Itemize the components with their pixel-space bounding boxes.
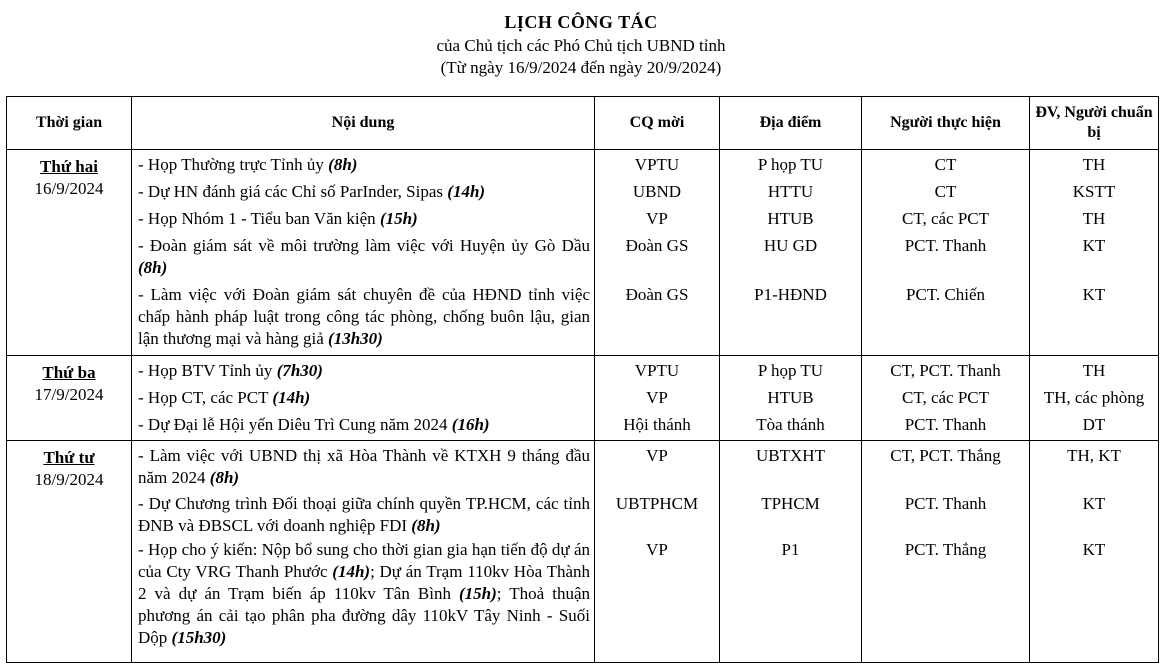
- preparer-cell: TH, KT KT KT: [1030, 441, 1159, 663]
- content-cell: [132, 441, 595, 663]
- day-cell: [7, 150, 132, 356]
- performer-cell: CT, PCT. Thắng PCT. Thanh PCT. Thắng: [862, 441, 1030, 663]
- table-row-monday: [7, 150, 1159, 356]
- schedule-item: - Dự Chương trình Đối thoại giữa chính quyền TP.HCM, các tỉnh ĐNB và ĐBSCL với doanh nghiệp FDI (8h): [138, 494, 590, 535]
- preparer-cell: TH KSTT TH KT KT: [1030, 150, 1159, 356]
- day-name: Thứ tư: [43, 448, 95, 467]
- schedule-table: [6, 96, 1159, 663]
- document-subtitle: của Chủ tịch các Phó Chủ tịch UBND tỉnh: [436, 36, 726, 55]
- schedule-item: - Làm việc với Đoàn giám sát chuyên đề của HĐND tỉnh việc chấp hành pháp luật trong công tác phòng, chống buôn lậu, gian lận thương mại và hàng giả (13h30): [138, 285, 590, 348]
- location-cell: UBTXHT TPHCM P1: [720, 441, 862, 663]
- day-cell: [7, 441, 132, 663]
- column-header-inviting-agency: CQ mời: [595, 97, 720, 150]
- preparer-cell: TH TH, các phòng DT: [1030, 356, 1159, 441]
- day-date: 16/9/2024: [34, 179, 104, 198]
- schedule-item: - Họp BTV Tỉnh ủy (7h30): [138, 361, 323, 380]
- schedule-item: - Họp Thường trực Tỉnh ủy (8h): [138, 155, 358, 174]
- location-cell: P họp TU HTTU HTUB HU GD P1-HĐND: [720, 150, 862, 356]
- schedule-item: - Dự HN đánh giá các Chỉ số ParInder, Sipas (14h): [138, 182, 486, 201]
- day-name: Thứ ba: [42, 363, 96, 382]
- day-date: 17/9/2024: [34, 385, 104, 404]
- schedule-item: - Làm việc với UBND thị xã Hòa Thành về KTXH 9 tháng đầu năm 2024 (8h): [138, 446, 590, 487]
- column-header-performer: Người thực hiện: [862, 97, 1030, 150]
- schedule-item: - Dự Đại lễ Hội yến Diêu Trì Cung năm 2024 (16h): [138, 415, 490, 434]
- table-header-row: [7, 97, 1159, 150]
- schedule-item: - Họp CT, các PCT (14h): [138, 388, 311, 407]
- column-header-preparer: ĐV, Người chuẩn bị: [1030, 97, 1159, 150]
- inviting-agency-cell: VPTU UBND VP Đoàn GS Đoàn GS: [595, 150, 720, 356]
- schedule-item: - Họp cho ý kiến: Nộp bổ sung cho thời gian gia hạn tiến độ dự án của Cty VRG Thanh Phước (14h); Dự án Trạm 110kv Hòa Thành 2 và dự án Trạm biến áp 110kv Tân Bình (15h); Thoả thuận phương án cải tạo phân pha đường dây 110kV Tây Ninh - Suối Dộp (15h30): [138, 540, 590, 647]
- inviting-agency-cell: VP UBTPHCM VP: [595, 441, 720, 663]
- document-date-range: (Từ ngày 16/9/2024 đến ngày 20/9/2024): [440, 58, 722, 77]
- day-date: 18/9/2024: [34, 470, 104, 489]
- column-header-time: Thời gian: [7, 97, 132, 150]
- content-cell: [132, 150, 595, 356]
- performer-cell: CT, PCT. Thanh CT, các PCT PCT. Thanh: [862, 356, 1030, 441]
- schedule-item: - Đoàn giám sát về môi trường làm việc với Huyện ủy Gò Dầu (8h): [138, 236, 590, 277]
- inviting-agency-cell: VPTU VP Hội thánh: [595, 356, 720, 441]
- table-row-wednesday: [7, 441, 1159, 663]
- performer-cell: CT CT CT, các PCT PCT. Thanh PCT. Chiến: [862, 150, 1030, 356]
- document-title: LỊCH CÔNG TÁC: [504, 12, 658, 32]
- day-cell: [7, 356, 132, 441]
- column-header-content: Nội dung: [132, 97, 595, 150]
- column-header-location: Địa điểm: [720, 97, 862, 150]
- content-cell: [132, 356, 595, 441]
- day-name: Thứ hai: [40, 157, 98, 176]
- schedule-item: - Họp Nhóm 1 - Tiểu ban Văn kiện (15h): [138, 209, 418, 228]
- location-cell: P họp TU HTUB Tòa thánh: [720, 356, 862, 441]
- table-row-tuesday: [7, 356, 1159, 441]
